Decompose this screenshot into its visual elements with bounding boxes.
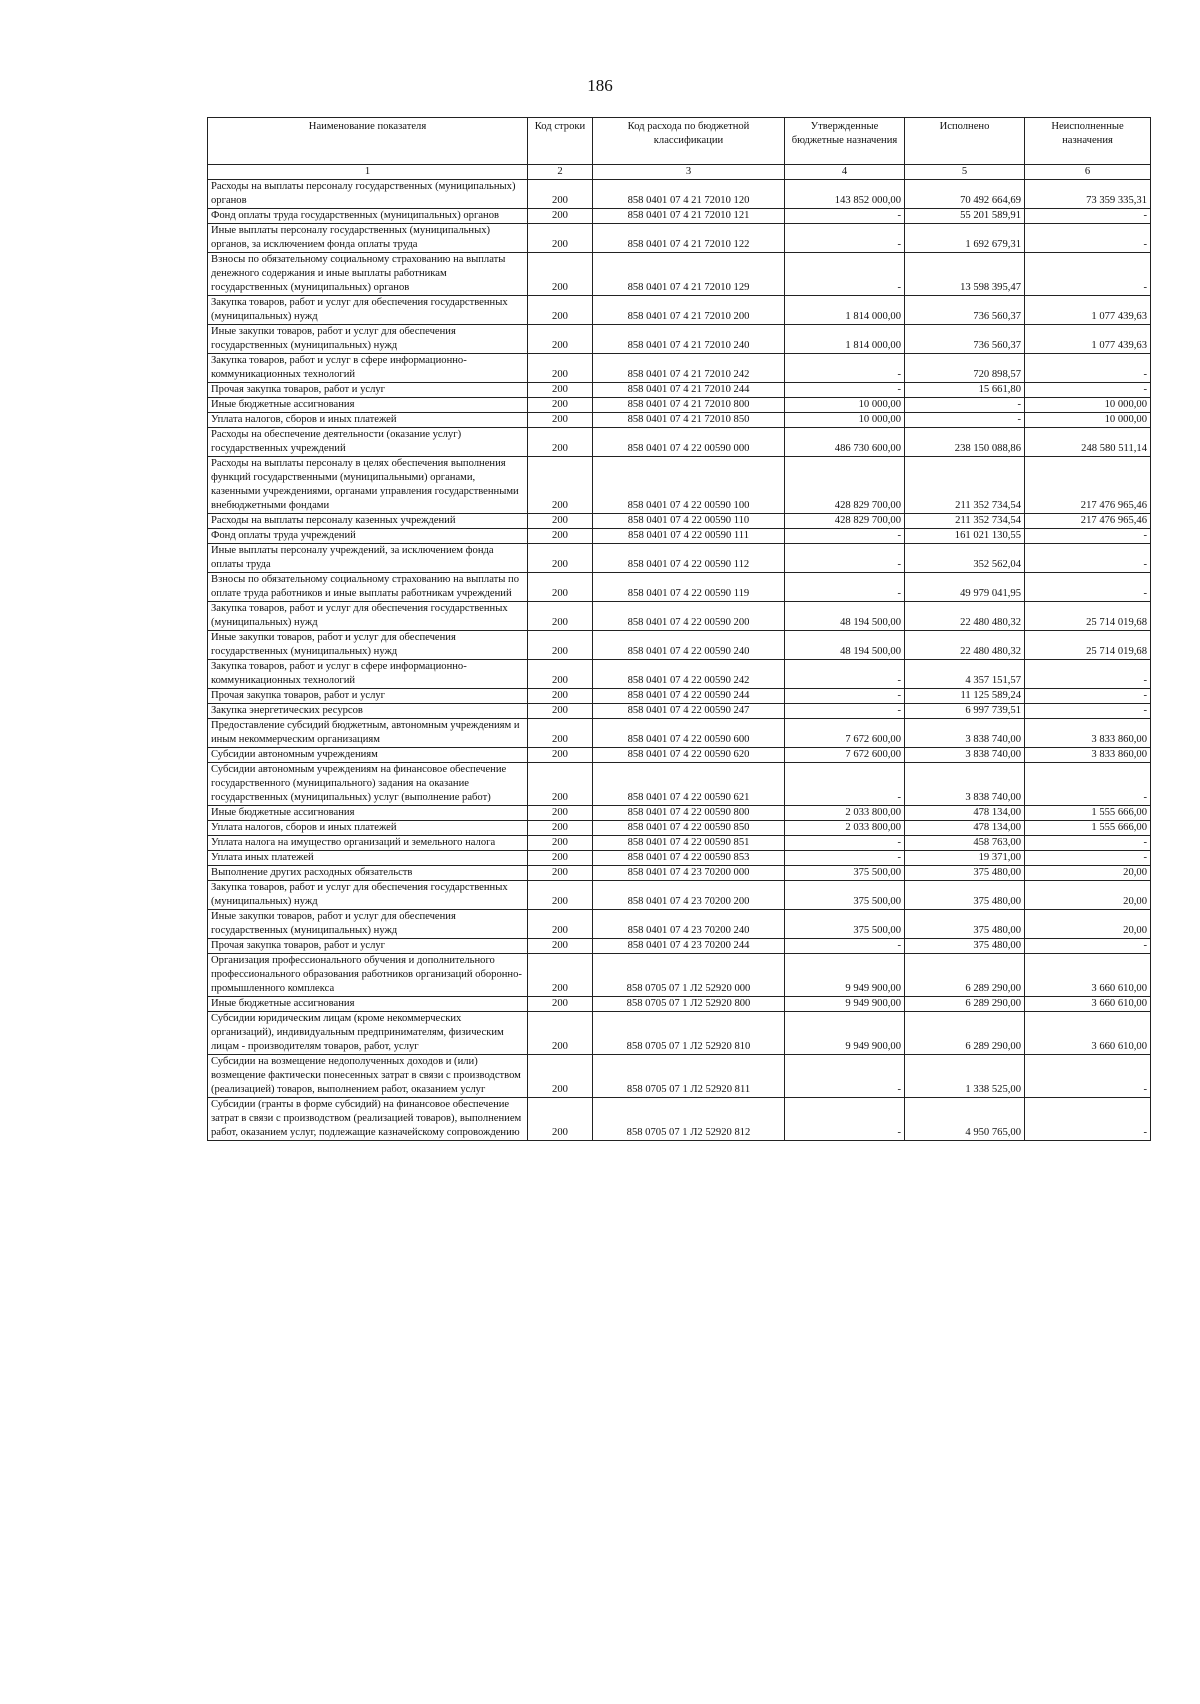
table-row xyxy=(208,573,1151,602)
expense-code: 858 0401 07 4 21 72010 200 xyxy=(593,296,785,325)
unexecuted-amount: - xyxy=(1025,939,1151,954)
line-code: 200 xyxy=(528,383,593,398)
executed-amount: 375 480,00 xyxy=(905,866,1025,881)
table-row xyxy=(208,1098,1151,1141)
indicator-name: Закупка товаров, работ и услуг для обеспечения государственных (муниципальных) нужд xyxy=(208,881,528,910)
indicator-name: Уплата налогов, сборов и иных платежей xyxy=(208,413,528,428)
executed-amount: 352 562,04 xyxy=(905,544,1025,573)
column-number: 3 xyxy=(593,165,785,180)
header-executed: Исполнено xyxy=(905,118,1025,165)
executed-amount: 375 480,00 xyxy=(905,939,1025,954)
column-number: 1 xyxy=(208,165,528,180)
line-code: 200 xyxy=(528,997,593,1012)
expense-code: 858 0401 07 4 23 70200 200 xyxy=(593,881,785,910)
line-code: 200 xyxy=(528,910,593,939)
expense-code: 858 0401 07 4 23 70200 240 xyxy=(593,910,785,939)
column-number: 2 xyxy=(528,165,593,180)
expense-code: 858 0705 07 1 Л2 52920 810 xyxy=(593,1012,785,1055)
header-approved: Утвержденные бюджетные назначения xyxy=(785,118,905,165)
expense-code: 858 0705 07 1 Л2 52920 000 xyxy=(593,954,785,997)
approved-amount: 7 672 600,00 xyxy=(785,719,905,748)
indicator-name: Закупка товаров, работ и услуг для обеспечения государственных (муниципальных) нужд xyxy=(208,602,528,631)
approved-amount: 9 949 900,00 xyxy=(785,954,905,997)
approved-amount: - xyxy=(785,573,905,602)
header-line-code: Код строки xyxy=(528,118,593,165)
unexecuted-amount: 1 077 439,63 xyxy=(1025,296,1151,325)
executed-amount: 238 150 088,86 xyxy=(905,428,1025,457)
unexecuted-amount: - xyxy=(1025,209,1151,224)
approved-amount: 486 730 600,00 xyxy=(785,428,905,457)
table-row xyxy=(208,910,1151,939)
unexecuted-amount: - xyxy=(1025,253,1151,296)
approved-amount: - xyxy=(785,1098,905,1141)
indicator-name: Субсидии автономным учреждениям на финансовое обеспечение государственного (муниципального) задания на оказание государственных (муниципальных) услуг (выполнение работ) xyxy=(208,763,528,806)
line-code: 200 xyxy=(528,573,593,602)
indicator-name: Субсидии автономным учреждениям xyxy=(208,748,528,763)
indicator-name: Расходы на выплаты персоналу казенных учреждений xyxy=(208,514,528,529)
line-code: 200 xyxy=(528,806,593,821)
line-code: 200 xyxy=(528,1055,593,1098)
line-code: 200 xyxy=(528,866,593,881)
table-row xyxy=(208,383,1151,398)
indicator-name: Расходы на выплаты персоналу в целях обеспечения выполнения функций государственными (муниципальными) органами, казенными учреждениями, органами управления государственными внебюджетными фондами xyxy=(208,457,528,514)
unexecuted-amount: 20,00 xyxy=(1025,910,1151,939)
executed-amount: - xyxy=(905,413,1025,428)
indicator-name: Иные закупки товаров, работ и услуг для обеспечения государственных (муниципальных) нужд xyxy=(208,325,528,354)
line-code: 200 xyxy=(528,602,593,631)
unexecuted-amount: 25 714 019,68 xyxy=(1025,602,1151,631)
expense-code: 858 0401 07 4 22 00590 112 xyxy=(593,544,785,573)
column-number-row xyxy=(208,165,1151,180)
executed-amount: 375 480,00 xyxy=(905,881,1025,910)
unexecuted-amount: - xyxy=(1025,660,1151,689)
table-row xyxy=(208,806,1151,821)
indicator-name: Закупка товаров, работ и услуг в сфере информационно-коммуникационных технологий xyxy=(208,660,528,689)
executed-amount: 478 134,00 xyxy=(905,806,1025,821)
indicator-name: Закупка товаров, работ и услуг в сфере информационно-коммуникационных технологий xyxy=(208,354,528,383)
line-code: 200 xyxy=(528,180,593,209)
approved-amount: - xyxy=(785,354,905,383)
approved-amount: - xyxy=(785,836,905,851)
unexecuted-amount: - xyxy=(1025,224,1151,253)
unexecuted-amount: 3 660 610,00 xyxy=(1025,997,1151,1012)
indicator-name: Взносы по обязательному социальному страхованию на выплаты денежного содержания и иные выплаты работникам государственных (муниципальных) органов xyxy=(208,253,528,296)
unexecuted-amount: 1 555 666,00 xyxy=(1025,821,1151,836)
expense-code: 858 0705 07 1 Л2 52920 812 xyxy=(593,1098,785,1141)
line-code: 200 xyxy=(528,954,593,997)
unexecuted-amount: - xyxy=(1025,1098,1151,1141)
unexecuted-amount: - xyxy=(1025,689,1151,704)
table-row xyxy=(208,209,1151,224)
expense-code: 858 0401 07 4 22 00590 853 xyxy=(593,851,785,866)
executed-amount: 11 125 589,24 xyxy=(905,689,1025,704)
approved-amount: 375 500,00 xyxy=(785,881,905,910)
unexecuted-amount: - xyxy=(1025,529,1151,544)
line-code: 200 xyxy=(528,821,593,836)
expense-code: 858 0401 07 4 21 72010 129 xyxy=(593,253,785,296)
approved-amount: 9 949 900,00 xyxy=(785,997,905,1012)
executed-amount: 13 598 395,47 xyxy=(905,253,1025,296)
executed-amount: 3 838 740,00 xyxy=(905,719,1025,748)
approved-amount: - xyxy=(785,704,905,719)
indicator-name: Уплата налогов, сборов и иных платежей xyxy=(208,821,528,836)
indicator-name: Субсидии на возмещение недополученных доходов и (или) возмещение фактически понесенных затрат в связи с производством (реализацией) товаров, выполнением работ, оказанием услуг xyxy=(208,1055,528,1098)
executed-amount: 478 134,00 xyxy=(905,821,1025,836)
table-row xyxy=(208,866,1151,881)
table-row xyxy=(208,354,1151,383)
approved-amount: - xyxy=(785,209,905,224)
table-row xyxy=(208,704,1151,719)
expense-code: 858 0401 07 4 21 72010 244 xyxy=(593,383,785,398)
unexecuted-amount: - xyxy=(1025,544,1151,573)
table-header-row xyxy=(208,118,1151,165)
expense-code: 858 0401 07 4 21 72010 240 xyxy=(593,325,785,354)
executed-amount: 375 480,00 xyxy=(905,910,1025,939)
table-row xyxy=(208,660,1151,689)
indicator-name: Иные закупки товаров, работ и услуг для обеспечения государственных (муниципальных) нужд xyxy=(208,910,528,939)
approved-amount: 428 829 700,00 xyxy=(785,514,905,529)
approved-amount: - xyxy=(785,939,905,954)
approved-amount: 10 000,00 xyxy=(785,398,905,413)
page-number: 186 xyxy=(587,76,613,95)
executed-amount: 3 838 740,00 xyxy=(905,748,1025,763)
executed-amount: 55 201 589,91 xyxy=(905,209,1025,224)
indicator-name: Иные бюджетные ассигнования xyxy=(208,997,528,1012)
approved-amount: - xyxy=(785,660,905,689)
executed-amount: 15 661,80 xyxy=(905,383,1025,398)
line-code: 200 xyxy=(528,413,593,428)
unexecuted-amount: - xyxy=(1025,573,1151,602)
approved-amount: - xyxy=(785,529,905,544)
executed-amount: 4 357 151,57 xyxy=(905,660,1025,689)
executed-amount: 161 021 130,55 xyxy=(905,529,1025,544)
line-code: 200 xyxy=(528,224,593,253)
table-row xyxy=(208,180,1151,209)
expense-code: 858 0401 07 4 22 00590 800 xyxy=(593,806,785,821)
expense-code: 858 0401 07 4 22 00590 000 xyxy=(593,428,785,457)
table-row xyxy=(208,428,1151,457)
table-row xyxy=(208,296,1151,325)
unexecuted-amount: - xyxy=(1025,1055,1151,1098)
indicator-name: Иные выплаты персоналу учреждений, за исключением фонда оплаты труда xyxy=(208,544,528,573)
unexecuted-amount: 217 476 965,46 xyxy=(1025,514,1151,529)
table-row xyxy=(208,954,1151,997)
approved-amount: - xyxy=(785,763,905,806)
indicator-name: Расходы на выплаты персоналу государственных (муниципальных) органов xyxy=(208,180,528,209)
line-code: 200 xyxy=(528,1012,593,1055)
line-code: 200 xyxy=(528,428,593,457)
executed-amount: 6 289 290,00 xyxy=(905,1012,1025,1055)
approved-amount: - xyxy=(785,851,905,866)
column-number: 6 xyxy=(1025,165,1151,180)
header-indicator-name: Наименование показателя xyxy=(208,118,528,165)
table-row xyxy=(208,413,1151,428)
unexecuted-amount: 3 833 860,00 xyxy=(1025,748,1151,763)
table-row xyxy=(208,881,1151,910)
approved-amount: 9 949 900,00 xyxy=(785,1012,905,1055)
table-row xyxy=(208,821,1151,836)
executed-amount: 3 838 740,00 xyxy=(905,763,1025,806)
expense-code: 858 0401 07 4 21 72010 122 xyxy=(593,224,785,253)
indicator-name: Прочая закупка товаров, работ и услуг xyxy=(208,689,528,704)
indicator-name: Фонд оплаты труда учреждений xyxy=(208,529,528,544)
executed-amount: 1 338 525,00 xyxy=(905,1055,1025,1098)
line-code: 200 xyxy=(528,939,593,954)
column-number: 5 xyxy=(905,165,1025,180)
executed-amount: 720 898,57 xyxy=(905,354,1025,383)
line-code: 200 xyxy=(528,631,593,660)
table-row xyxy=(208,631,1151,660)
indicator-name: Взносы по обязательному социальному страхованию на выплаты по оплате труда работников и иные выплаты работникам учреждений xyxy=(208,573,528,602)
expense-code: 858 0705 07 1 Л2 52920 800 xyxy=(593,997,785,1012)
executed-amount: 6 289 290,00 xyxy=(905,997,1025,1012)
approved-amount: - xyxy=(785,1055,905,1098)
line-code: 200 xyxy=(528,529,593,544)
expense-code: 858 0401 07 4 22 00590 242 xyxy=(593,660,785,689)
expense-code: 858 0401 07 4 22 00590 100 xyxy=(593,457,785,514)
expense-code: 858 0401 07 4 22 00590 111 xyxy=(593,529,785,544)
table-row xyxy=(208,224,1151,253)
table-row xyxy=(208,1012,1151,1055)
expense-code: 858 0401 07 4 22 00590 240 xyxy=(593,631,785,660)
line-code: 200 xyxy=(528,325,593,354)
executed-amount: 458 763,00 xyxy=(905,836,1025,851)
indicator-name: Предоставление субсидий бюджетным, автономным учреждениям и иным некоммерческим организациям xyxy=(208,719,528,748)
table-row xyxy=(208,514,1151,529)
executed-amount: 736 560,37 xyxy=(905,296,1025,325)
approved-amount: 10 000,00 xyxy=(785,413,905,428)
line-code: 200 xyxy=(528,457,593,514)
indicator-name: Субсидии (гранты в форме субсидий) на финансовое обеспечение затрат в связи с производством (реализацией товаров), выполнением работ, оказанием услуг, подлежащие казначейскому сопровождению xyxy=(208,1098,528,1141)
expense-code: 858 0401 07 4 22 00590 851 xyxy=(593,836,785,851)
table-row xyxy=(208,602,1151,631)
line-code: 200 xyxy=(528,660,593,689)
executed-amount: 6 289 290,00 xyxy=(905,954,1025,997)
indicator-name: Фонд оплаты труда государственных (муниципальных) органов xyxy=(208,209,528,224)
executed-amount: 6 997 739,51 xyxy=(905,704,1025,719)
unexecuted-amount: 20,00 xyxy=(1025,881,1151,910)
indicator-name: Уплата налога на имущество организаций и земельного налога xyxy=(208,836,528,851)
expense-code: 858 0401 07 4 22 00590 850 xyxy=(593,821,785,836)
unexecuted-amount: 3 660 610,00 xyxy=(1025,1012,1151,1055)
executed-amount: - xyxy=(905,398,1025,413)
approved-amount: 2 033 800,00 xyxy=(785,806,905,821)
executed-amount: 211 352 734,54 xyxy=(905,514,1025,529)
indicator-name: Субсидии юридическим лицам (кроме некоммерческих организаций), индивидуальным предпринимателям, физическим лицам - производителям товаров, работ, услуг xyxy=(208,1012,528,1055)
unexecuted-amount: 25 714 019,68 xyxy=(1025,631,1151,660)
unexecuted-amount: 3 833 860,00 xyxy=(1025,719,1151,748)
unexecuted-amount: - xyxy=(1025,383,1151,398)
unexecuted-amount: - xyxy=(1025,763,1151,806)
executed-amount: 211 352 734,54 xyxy=(905,457,1025,514)
approved-amount: - xyxy=(785,253,905,296)
unexecuted-amount: 1 555 666,00 xyxy=(1025,806,1151,821)
expense-code: 858 0401 07 4 22 00590 600 xyxy=(593,719,785,748)
line-code: 200 xyxy=(528,296,593,325)
table-row xyxy=(208,689,1151,704)
indicator-name: Выполнение других расходных обязательств xyxy=(208,866,528,881)
unexecuted-amount: 217 476 965,46 xyxy=(1025,457,1151,514)
expense-code: 858 0705 07 1 Л2 52920 811 xyxy=(593,1055,785,1098)
executed-amount: 70 492 664,69 xyxy=(905,180,1025,209)
header-unexecuted: Неисполненные назначения xyxy=(1025,118,1151,165)
table-row xyxy=(208,529,1151,544)
approved-amount: 7 672 600,00 xyxy=(785,748,905,763)
indicator-name: Организация профессионального обучения и дополнительного профессионального образования работников организаций оборонно-промышленного комплекса xyxy=(208,954,528,997)
table-row xyxy=(208,1055,1151,1098)
approved-amount: 1 814 000,00 xyxy=(785,325,905,354)
header-expense-code: Код расхода по бюджетной классификации xyxy=(593,118,785,165)
indicator-name: Иные закупки товаров, работ и услуг для обеспечения государственных (муниципальных) нужд xyxy=(208,631,528,660)
executed-amount: 22 480 480,32 xyxy=(905,602,1025,631)
unexecuted-amount: - xyxy=(1025,354,1151,383)
unexecuted-amount: 10 000,00 xyxy=(1025,398,1151,413)
expense-code: 858 0401 07 4 21 72010 121 xyxy=(593,209,785,224)
expense-code: 858 0401 07 4 21 72010 242 xyxy=(593,354,785,383)
expense-code: 858 0401 07 4 21 72010 850 xyxy=(593,413,785,428)
approved-amount: 375 500,00 xyxy=(785,910,905,939)
approved-amount: - xyxy=(785,689,905,704)
column-number: 4 xyxy=(785,165,905,180)
approved-amount: - xyxy=(785,544,905,573)
expense-code: 858 0401 07 4 22 00590 110 xyxy=(593,514,785,529)
expense-code: 858 0401 07 4 22 00590 247 xyxy=(593,704,785,719)
line-code: 200 xyxy=(528,209,593,224)
table-row xyxy=(208,719,1151,748)
table-row xyxy=(208,325,1151,354)
line-code: 200 xyxy=(528,689,593,704)
line-code: 200 xyxy=(528,748,593,763)
executed-amount: 49 979 041,95 xyxy=(905,573,1025,602)
approved-amount: 428 829 700,00 xyxy=(785,457,905,514)
line-code: 200 xyxy=(528,544,593,573)
indicator-name: Иные выплаты персоналу государственных (муниципальных) органов, за исключением фонда оплаты труда xyxy=(208,224,528,253)
indicator-name: Иные бюджетные ассигнования xyxy=(208,398,528,413)
indicator-name: Прочая закупка товаров, работ и услуг xyxy=(208,939,528,954)
unexecuted-amount: 1 077 439,63 xyxy=(1025,325,1151,354)
line-code: 200 xyxy=(528,719,593,748)
unexecuted-amount: 10 000,00 xyxy=(1025,413,1151,428)
table-row xyxy=(208,763,1151,806)
unexecuted-amount: 248 580 511,14 xyxy=(1025,428,1151,457)
expense-code: 858 0401 07 4 22 00590 119 xyxy=(593,573,785,602)
budget-execution-table xyxy=(207,117,1151,1141)
executed-amount: 1 692 679,31 xyxy=(905,224,1025,253)
table-row xyxy=(208,997,1151,1012)
expense-code: 858 0401 07 4 21 72010 120 xyxy=(593,180,785,209)
expense-code: 858 0401 07 4 22 00590 244 xyxy=(593,689,785,704)
approved-amount: 2 033 800,00 xyxy=(785,821,905,836)
approved-amount: 48 194 500,00 xyxy=(785,631,905,660)
unexecuted-amount: 20,00 xyxy=(1025,866,1151,881)
line-code: 200 xyxy=(528,514,593,529)
line-code: 200 xyxy=(528,253,593,296)
table-row xyxy=(208,457,1151,514)
indicator-name: Иные бюджетные ассигнования xyxy=(208,806,528,821)
table-row xyxy=(208,836,1151,851)
executed-amount: 19 371,00 xyxy=(905,851,1025,866)
unexecuted-amount: 3 660 610,00 xyxy=(1025,954,1151,997)
line-code: 200 xyxy=(528,354,593,383)
line-code: 200 xyxy=(528,836,593,851)
indicator-name: Закупка энергетических ресурсов xyxy=(208,704,528,719)
line-code: 200 xyxy=(528,1098,593,1141)
expense-code: 858 0401 07 4 22 00590 620 xyxy=(593,748,785,763)
indicator-name: Закупка товаров, работ и услуг для обеспечения государственных (муниципальных) нужд xyxy=(208,296,528,325)
executed-amount: 4 950 765,00 xyxy=(905,1098,1025,1141)
table-row xyxy=(208,253,1151,296)
approved-amount: 375 500,00 xyxy=(785,866,905,881)
table-row xyxy=(208,851,1151,866)
expense-code: 858 0401 07 4 22 00590 200 xyxy=(593,602,785,631)
executed-amount: 22 480 480,32 xyxy=(905,631,1025,660)
indicator-name: Уплата иных платежей xyxy=(208,851,528,866)
line-code: 200 xyxy=(528,881,593,910)
line-code: 200 xyxy=(528,851,593,866)
unexecuted-amount: - xyxy=(1025,836,1151,851)
indicator-name: Прочая закупка товаров, работ и услуг xyxy=(208,383,528,398)
expense-code: 858 0401 07 4 22 00590 621 xyxy=(593,763,785,806)
unexecuted-amount: 73 359 335,31 xyxy=(1025,180,1151,209)
executed-amount: 736 560,37 xyxy=(905,325,1025,354)
line-code: 200 xyxy=(528,763,593,806)
indicator-name: Расходы на обеспечение деятельности (оказание услуг) государственных учреждений xyxy=(208,428,528,457)
approved-amount: - xyxy=(785,383,905,398)
expense-code: 858 0401 07 4 23 70200 244 xyxy=(593,939,785,954)
unexecuted-amount: - xyxy=(1025,704,1151,719)
line-code: 200 xyxy=(528,398,593,413)
approved-amount: 143 852 000,00 xyxy=(785,180,905,209)
expense-code: 858 0401 07 4 21 72010 800 xyxy=(593,398,785,413)
approved-amount: 48 194 500,00 xyxy=(785,602,905,631)
table-row xyxy=(208,748,1151,763)
approved-amount: - xyxy=(785,224,905,253)
expense-code: 858 0401 07 4 23 70200 000 xyxy=(593,866,785,881)
unexecuted-amount: - xyxy=(1025,851,1151,866)
table-row xyxy=(208,544,1151,573)
table-row xyxy=(208,939,1151,954)
table-row xyxy=(208,398,1151,413)
line-code: 200 xyxy=(528,704,593,719)
approved-amount: 1 814 000,00 xyxy=(785,296,905,325)
